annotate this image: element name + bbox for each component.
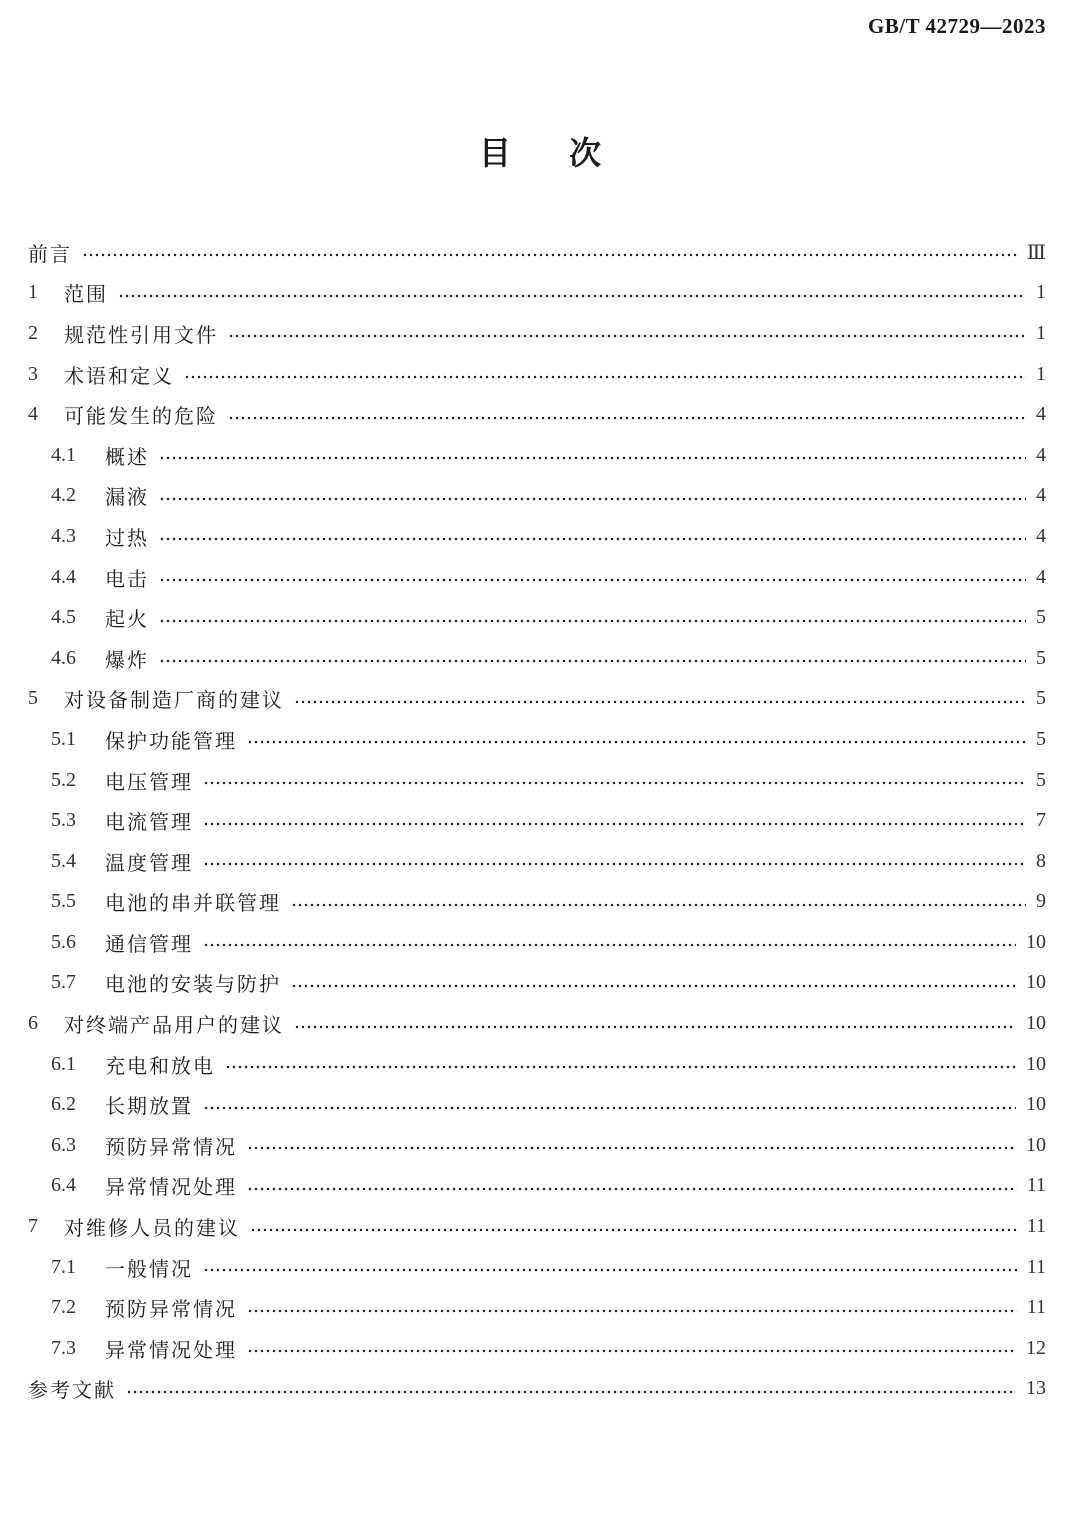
toc-entry-title: 异常情况处理: [105, 1337, 237, 1362]
toc-entry-number: 6.2: [51, 1093, 76, 1116]
toc-entry-title: 电击: [105, 566, 149, 591]
toc-entry-page: 11: [1026, 1296, 1046, 1319]
dot-leader: [184, 375, 1026, 379]
toc-entry-title: 对维修人员的建议: [64, 1216, 240, 1241]
toc-entry[interactable]: [28, 1003, 1046, 1044]
toc-entry-page: 11: [1026, 1174, 1046, 1197]
toc-entry[interactable]: [28, 435, 1046, 476]
toc-entry[interactable]: [28, 313, 1046, 354]
toc-entry-number: 7.1: [51, 1255, 76, 1278]
toc-entry-title: 异常情况处理: [105, 1175, 237, 1200]
dot-leader: [203, 822, 1026, 826]
toc-entry[interactable]: [28, 354, 1046, 395]
toc-entry-title: 电池的安装与防护: [105, 972, 281, 997]
toc-entry-number: 5.5: [51, 890, 76, 913]
toc-entry-page: 10: [1026, 971, 1046, 994]
toc-entry-page: 5: [1036, 646, 1046, 669]
toc-entry-page: 5: [1036, 768, 1046, 791]
toc-entry-number: 4: [28, 403, 38, 426]
toc-entry[interactable]: [28, 760, 1046, 801]
toc-entry-title: 概述: [105, 444, 149, 469]
toc-entry-page: 8: [1036, 849, 1046, 872]
toc-entry-number: 1: [28, 281, 38, 304]
toc-entry[interactable]: [28, 394, 1046, 435]
toc-entry-page: 4: [1036, 524, 1046, 547]
toc-entry-title: 保护功能管理: [105, 728, 237, 753]
toc-entry-number: 5.7: [51, 971, 76, 994]
toc-entry-number: 6: [28, 1012, 38, 1035]
toc-entry-number: 7.2: [51, 1296, 76, 1319]
toc-entry[interactable]: [28, 1328, 1046, 1369]
toc-entry[interactable]: [28, 1287, 1046, 1328]
toc-entry-page: 9: [1036, 890, 1046, 913]
dot-leader: [159, 578, 1026, 582]
toc-entry-page: 1: [1036, 281, 1046, 304]
toc-entry-page: 5: [1036, 727, 1046, 750]
table-of-contents: [28, 232, 1046, 1409]
toc-entry-title: 充电和放电: [105, 1053, 215, 1078]
toc-entry-page: 1: [1036, 362, 1046, 385]
toc-entry[interactable]: [28, 476, 1046, 517]
toc-entry-number: 6.4: [51, 1174, 76, 1197]
toc-entry-page: 4: [1036, 484, 1046, 507]
toc-entry-title: 对终端产品用户的建议: [64, 1013, 284, 1038]
dot-leader: [82, 253, 1017, 257]
toc-entry[interactable]: [28, 597, 1046, 638]
toc-entry[interactable]: [28, 841, 1046, 882]
dot-leader: [247, 740, 1026, 744]
toc-entry-page: 10: [1026, 1012, 1046, 1035]
dot-leader: [203, 1106, 1016, 1110]
toc-entry-page: 5: [1036, 606, 1046, 629]
toc-entry-page: 12: [1026, 1336, 1046, 1359]
dot-leader: [291, 984, 1016, 988]
toc-entry-title: 预防异常情况: [105, 1134, 237, 1159]
toc-entry-title: 可能发生的危险: [64, 404, 218, 429]
toc-entry-page: 11: [1026, 1255, 1046, 1278]
toc-entry-number: 4.1: [51, 443, 76, 466]
toc-entry-title: 电压管理: [105, 769, 193, 794]
toc-entry-title: 起火: [105, 607, 149, 632]
toc-entry-page: 10: [1026, 1133, 1046, 1156]
dot-leader: [203, 943, 1016, 947]
dot-leader: [203, 862, 1026, 866]
dot-leader: [159, 537, 1026, 541]
toc-entry-number: 5.1: [51, 727, 76, 750]
toc-entry[interactable]: [28, 1166, 1046, 1207]
toc-entry-number: 5: [28, 687, 38, 710]
toc-entry[interactable]: [28, 963, 1046, 1004]
toc-entry-number: 4.3: [51, 524, 76, 547]
toc-entry-number: 4.2: [51, 484, 76, 507]
toc-entry[interactable]: [28, 719, 1046, 760]
toc-entry[interactable]: [28, 1044, 1046, 1085]
toc-entry-title: 参考文献: [28, 1378, 116, 1403]
dot-leader: [294, 1025, 1016, 1029]
toc-entry[interactable]: [28, 800, 1046, 841]
dot-leader: [294, 700, 1026, 704]
toc-entry-number: 4.4: [51, 565, 76, 588]
toc-entry-number: 6.3: [51, 1133, 76, 1156]
toc-entry-title: 长期放置: [105, 1094, 193, 1119]
toc-entry[interactable]: [28, 1084, 1046, 1125]
dot-leader: [126, 1390, 1016, 1394]
toc-entry-page: 7: [1036, 809, 1046, 832]
toc-entry-page: 5: [1036, 687, 1046, 710]
toc-entry-title: 过热: [105, 525, 149, 550]
dot-leader: [247, 1309, 1017, 1313]
toc-entry-title: 电池的串并联管理: [105, 891, 281, 916]
dot-leader: [228, 334, 1026, 338]
toc-entry-page: 13: [1026, 1377, 1046, 1400]
toc-entry-number: 4.5: [51, 606, 76, 629]
toc-entry-number: 3: [28, 362, 38, 385]
toc-entry[interactable]: [28, 232, 1046, 273]
dot-leader: [159, 497, 1026, 501]
dot-leader: [228, 416, 1026, 420]
toc-entry-title: 术语和定义: [64, 363, 174, 388]
toc-entry[interactable]: [28, 1125, 1046, 1166]
toc-entry[interactable]: [28, 1369, 1046, 1410]
toc-entry-title: 温度管理: [105, 850, 193, 875]
toc-entry-page: 10: [1026, 1052, 1046, 1075]
toc-entry-number: 5.4: [51, 849, 76, 872]
dot-leader: [159, 659, 1026, 663]
toc-entry-title: 规范性引用文件: [64, 322, 218, 347]
dot-leader: [291, 903, 1026, 907]
toc-entry[interactable]: [28, 273, 1046, 314]
dot-leader: [118, 294, 1026, 298]
dot-leader: [159, 456, 1026, 460]
toc-entry-title: 对设备制造厂商的建议: [64, 688, 284, 713]
toc-entry-page: 10: [1026, 1093, 1046, 1116]
toc-entry-number: 5.6: [51, 930, 76, 953]
toc-entry[interactable]: [28, 922, 1046, 963]
toc-entry-number: 4.6: [51, 646, 76, 669]
toc-entry-page: 1: [1036, 321, 1046, 344]
standard-code: GB/T 42729—2023: [867, 14, 1046, 38]
toc-entry-number: 7: [28, 1215, 38, 1238]
toc-entry-number: 7.3: [51, 1336, 76, 1359]
toc-entry-page: Ⅲ: [1026, 241, 1046, 264]
toc-entry-number: 2: [28, 321, 38, 344]
toc-entry[interactable]: [28, 638, 1046, 679]
toc-entry-title: 前言: [28, 241, 72, 266]
dot-leader: [247, 1349, 1016, 1353]
toc-entry-title: 通信管理: [105, 931, 193, 956]
toc-entry-number: 5.2: [51, 768, 76, 791]
toc-entry[interactable]: [28, 1247, 1046, 1288]
toc-entry-title: 爆炸: [105, 647, 149, 672]
toc-entry-page: 4: [1036, 443, 1046, 466]
toc-entry[interactable]: [28, 679, 1046, 720]
toc-entry-title: 漏液: [105, 485, 149, 510]
toc-entry-number: 6.1: [51, 1052, 76, 1075]
toc-entry-title: 范围: [64, 282, 108, 307]
toc-entry-title: 电流管理: [105, 810, 193, 835]
dot-leader: [247, 1187, 1017, 1191]
dot-leader: [203, 1268, 1017, 1272]
toc-entry[interactable]: [28, 882, 1046, 923]
toc-entry[interactable]: [28, 1206, 1046, 1247]
page-title: 目次: [478, 134, 659, 172]
dot-leader: [203, 781, 1026, 785]
toc-entry-page: 4: [1036, 403, 1046, 426]
dot-leader: [247, 1146, 1016, 1150]
toc-entry[interactable]: [28, 516, 1046, 557]
toc-entry-page: 4: [1036, 565, 1046, 588]
toc-entry-title: 预防异常情况: [105, 1297, 237, 1322]
toc-entry-title: 一般情况: [105, 1256, 193, 1281]
toc-entry-number: 5.3: [51, 809, 76, 832]
dot-leader: [225, 1065, 1016, 1069]
dot-leader: [250, 1228, 1017, 1232]
toc-entry-page: 11: [1026, 1215, 1046, 1238]
toc-entry[interactable]: [28, 557, 1046, 598]
toc-entry-page: 10: [1026, 930, 1046, 953]
dot-leader: [159, 619, 1026, 623]
